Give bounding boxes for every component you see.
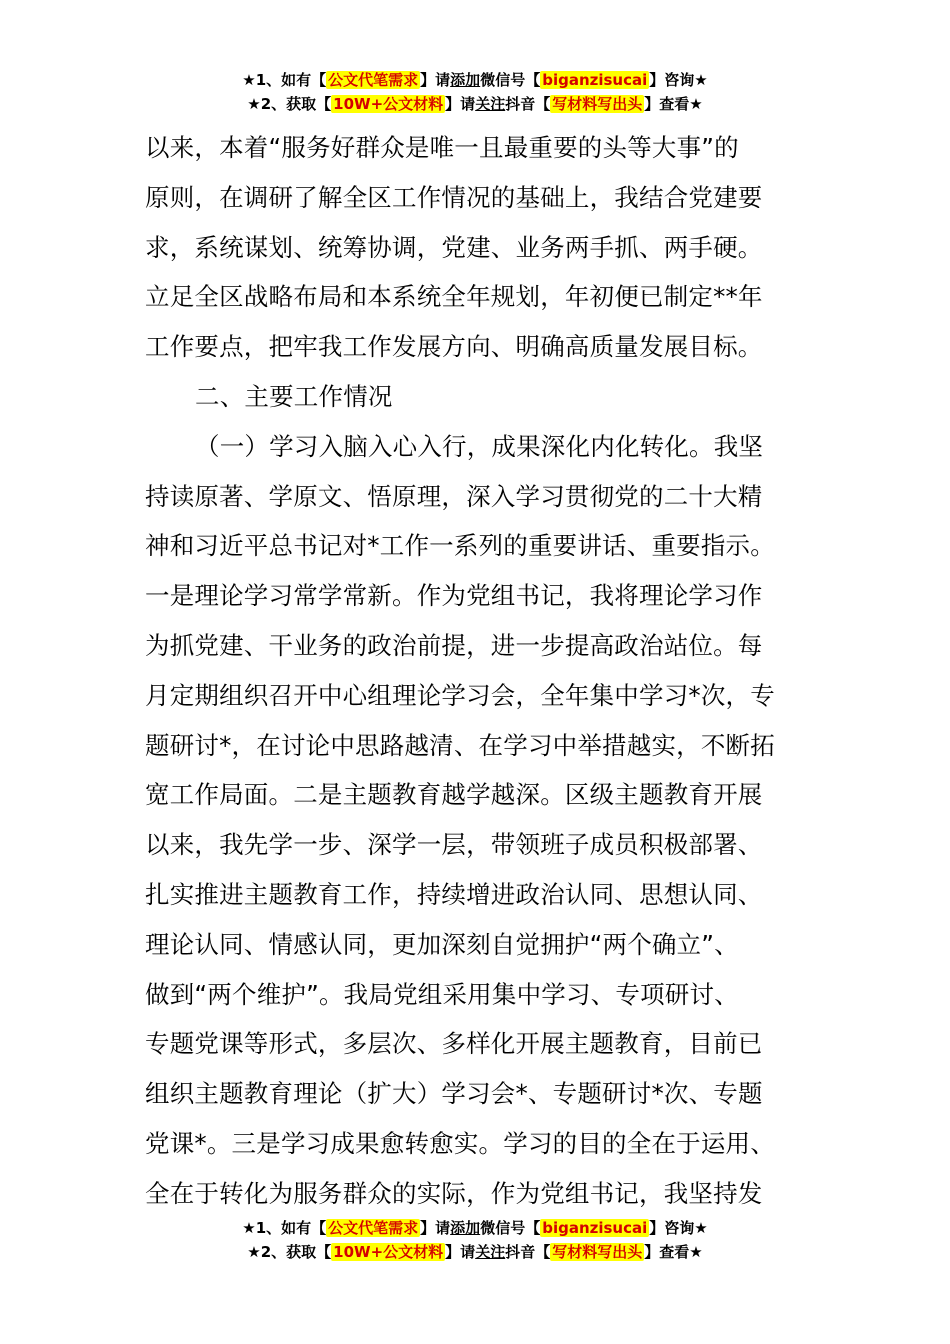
banner-text: 】请 xyxy=(420,1219,451,1237)
body-line: 以来，我先学一步、深学一层，带领班子成员积极部署、 xyxy=(145,830,763,860)
highlight-wechat-id: biganzisucai xyxy=(542,71,648,89)
banner-text: 】咨询 xyxy=(649,71,695,89)
banner-text: 】请 xyxy=(420,71,451,89)
highlight-materials: 10W+公文材料 xyxy=(333,1243,444,1261)
body-line: 理论认同、情感认同，更加深刻自觉拥护“两个确立”、 xyxy=(145,929,739,959)
banner-text: 】请 xyxy=(445,1243,476,1261)
banner-line-2 xyxy=(0,92,950,116)
document-body xyxy=(145,123,815,1219)
underlined-text: 关注 xyxy=(475,1243,506,1261)
star-icon: ★ xyxy=(247,1243,261,1261)
banner-text: 2、获取【 xyxy=(260,1243,332,1261)
highlight-service: 公文代笔需求 xyxy=(328,1219,419,1237)
body-line: 题研讨*，在讨论中思路越清、在学习中举措越实，不断拓 xyxy=(145,730,775,760)
highlight-materials: 10W+公文材料 xyxy=(333,95,444,113)
underlined-text: 关注 xyxy=(475,95,506,113)
body-line: 宽工作局面。二是主题教育越学越深。区级主题教育开展 xyxy=(145,780,763,810)
banner-line-1 xyxy=(0,68,950,92)
body-line: 一是理论学习常学常新。作为党组书记，我将理论学习作 xyxy=(145,581,763,611)
banner-text: 微信号【 xyxy=(480,1219,541,1237)
underlined-text: 添加 xyxy=(450,71,481,89)
highlight-service: 公文代笔需求 xyxy=(328,71,419,89)
body-line: 求，系统谋划、统筹协调，党建、业务两手抓、两手硬。 xyxy=(145,232,763,262)
body-line: 为抓党建、干业务的政治前提，进一步提高政治站位。每 xyxy=(145,630,763,660)
banner-line-2 xyxy=(0,1240,950,1264)
banner-text: 】请 xyxy=(445,95,476,113)
body-line: 工作要点，把牢我工作发展方向、明确高质量发展目标。 xyxy=(145,332,763,362)
section-heading: 二、主要工作情况 xyxy=(195,381,393,411)
highlight-douyin: 写材料写出头 xyxy=(552,95,643,113)
star-icon: ★ xyxy=(247,95,261,113)
header-banner xyxy=(0,68,950,116)
body-line: 月定期组织召开中心组理论学习会，全年集中学习*次，专 xyxy=(145,680,775,710)
banner-text: 2、获取【 xyxy=(260,95,332,113)
body-line: 立足全区战略布局和本系统全年规划，年初便已制定**年 xyxy=(145,282,763,312)
body-line: 专题党课等形式，多层次、多样化开展主题教育，目前已 xyxy=(145,1029,763,1059)
star-icon: ★ xyxy=(689,95,703,113)
banner-text: 】查看 xyxy=(644,95,690,113)
banner-text: 微信号【 xyxy=(480,71,541,89)
banner-text: 抖音【 xyxy=(505,1243,551,1261)
body-line: 组织主题教育理论（扩大）学习会*、专题研讨*次、专题 xyxy=(145,1079,763,1109)
body-line: 扎实推进主题教育工作，持续增进政治认同、思想认同、 xyxy=(145,879,763,909)
body-line: 全在于转化为服务群众的实际，作为党组书记，我坚持发 xyxy=(145,1178,763,1208)
banner-text: 】咨询 xyxy=(649,1219,695,1237)
footer-banner xyxy=(0,1216,950,1264)
star-icon: ★ xyxy=(694,1219,708,1237)
banner-text: 1、如有【 xyxy=(255,1219,327,1237)
banner-text: 抖音【 xyxy=(505,95,551,113)
body-line: 原则，在调研了解全区工作情况的基础上，我结合党建要 xyxy=(145,182,763,212)
body-line: 持读原著、学原文、悟原理，深入学习贯彻党的二十大精 xyxy=(145,481,763,511)
banner-text: 1、如有【 xyxy=(255,71,327,89)
body-line: 做到“两个维护”。我局党组采用集中学习、专项研讨、 xyxy=(145,979,739,1009)
star-icon: ★ xyxy=(242,71,256,89)
body-line: 以来，本着“服务好群众是唯一且最重要的头等大事”的 xyxy=(145,133,739,162)
star-icon: ★ xyxy=(242,1219,256,1237)
star-icon: ★ xyxy=(689,1243,703,1261)
banner-text: 】查看 xyxy=(644,1243,690,1261)
subsection-heading: （一）学习入脑入心入行，成果深化内化转化。我坚 xyxy=(195,431,764,461)
underlined-text: 添加 xyxy=(450,1219,481,1237)
star-icon: ★ xyxy=(694,71,708,89)
highlight-douyin: 写材料写出头 xyxy=(552,1243,643,1261)
banner-line-1 xyxy=(0,1216,950,1240)
highlight-wechat-id: biganzisucai xyxy=(542,1219,648,1237)
body-line: 神和习近平总书记对*工作一系列的重要讲话、重要指示。 xyxy=(145,531,775,561)
body-line: 党课*。三是学习成果愈转愈实。学习的目的全在于运用、 xyxy=(145,1128,775,1158)
